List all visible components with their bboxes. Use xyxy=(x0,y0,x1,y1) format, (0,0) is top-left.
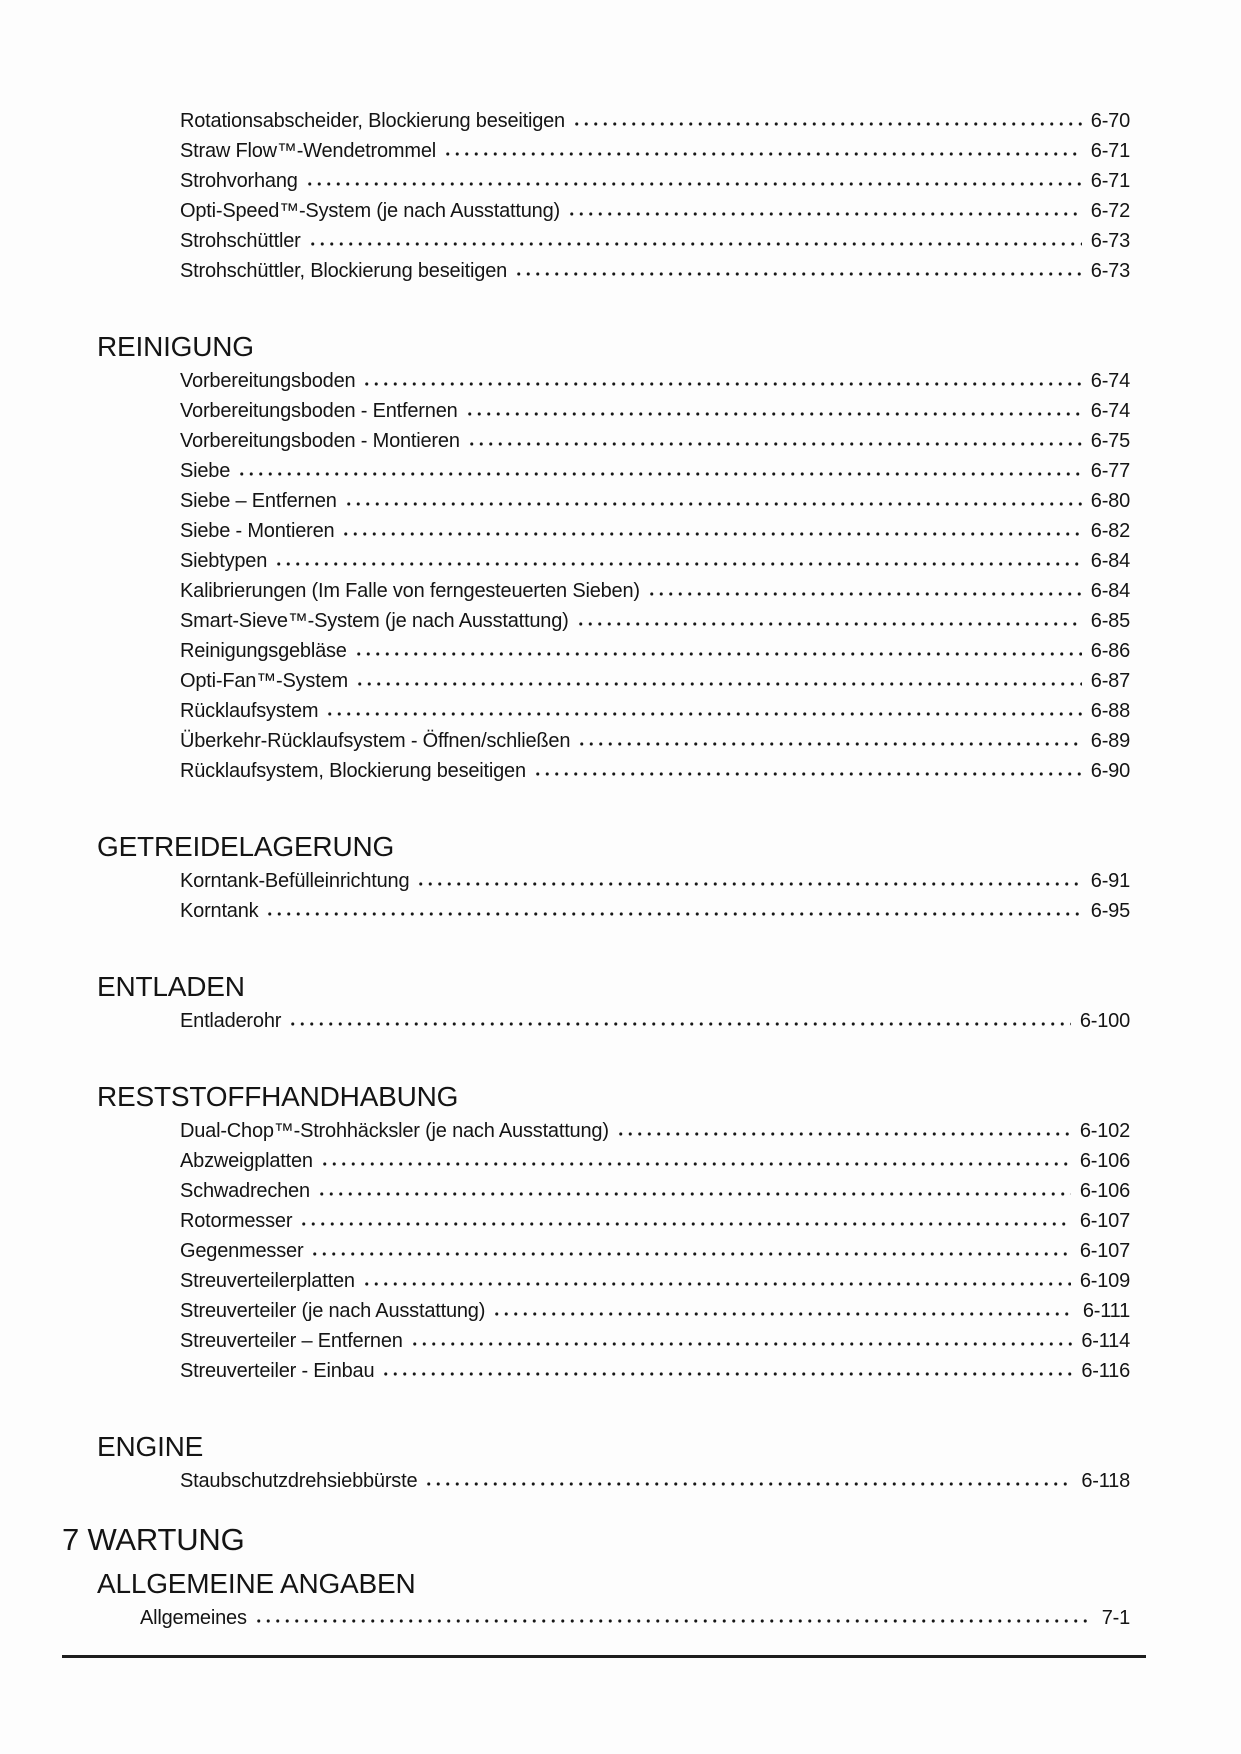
toc-entry-title: Straw Flow™-Wendetrommel xyxy=(180,140,437,162)
toc-entry-page: 6-72 xyxy=(1090,200,1130,222)
toc-entry-page: 6-86 xyxy=(1090,640,1130,662)
toc-entry-page: 6-70 xyxy=(1090,110,1130,132)
toc-entry-title: Opti-Fan™-System xyxy=(180,670,348,692)
toc-entry xyxy=(180,896,1130,926)
section-heading: ALLGEMEINE ANGABEN xyxy=(97,1568,416,1599)
toc-entry xyxy=(180,756,1130,786)
toc-entry xyxy=(180,636,1130,666)
toc-entry-page: 6-71 xyxy=(1090,170,1130,192)
dot-leader xyxy=(265,896,1081,926)
toc-entry-title: Strohschüttler xyxy=(180,230,301,252)
toc-entry-page: 6-77 xyxy=(1090,460,1130,482)
toc-entry xyxy=(180,196,1130,226)
footer-divider xyxy=(62,1655,1146,1658)
toc-entry xyxy=(180,1206,1130,1236)
toc-entry xyxy=(180,106,1130,136)
toc-entry-title: Rücklaufsystem xyxy=(180,700,319,722)
toc-entry-page: 6-87 xyxy=(1090,670,1130,692)
toc-entry-page: 6-106 xyxy=(1079,1180,1130,1202)
section-heading: ENGINE xyxy=(97,1431,204,1462)
toc-entry-page: 6-111 xyxy=(1082,1300,1130,1322)
dot-leader xyxy=(576,606,1082,636)
dot-leader xyxy=(647,576,1082,606)
dot-leader xyxy=(288,1006,1071,1036)
toc-entry xyxy=(180,226,1130,256)
toc-entry xyxy=(180,1466,1130,1496)
dot-leader xyxy=(354,636,1082,666)
section-heading: GETREIDELAGERUNG xyxy=(97,831,395,862)
dot-leader xyxy=(577,726,1081,756)
dot-leader xyxy=(424,1466,1072,1496)
toc-entry-title: Schwadrechen xyxy=(180,1180,310,1202)
toc-entry-title: Entladerohr xyxy=(180,1010,282,1032)
dot-leader xyxy=(465,396,1082,426)
section-heading: RESTSTOFFHANDHABUNG xyxy=(97,1081,459,1112)
toc-entry xyxy=(180,576,1130,606)
toc-entry xyxy=(180,696,1130,726)
toc-entry-title: Vorbereitungsboden - Montieren xyxy=(180,430,460,452)
toc-entry-title: Korntank xyxy=(180,900,259,922)
dot-leader xyxy=(381,1356,1072,1386)
toc-entry-page: 6-84 xyxy=(1090,550,1130,572)
toc-entry-page: 6-75 xyxy=(1090,430,1130,452)
toc-entry xyxy=(180,1146,1130,1176)
toc-entry-title: Rücklaufsystem, Blockierung beseitigen xyxy=(180,760,526,782)
toc-entry xyxy=(180,1356,1130,1386)
toc-entry-page: 6-82 xyxy=(1090,520,1130,542)
dot-leader xyxy=(567,196,1082,226)
toc-entry-page: 6-116 xyxy=(1081,1360,1130,1382)
toc-entry-page: 6-106 xyxy=(1079,1150,1130,1172)
toc-entry-page: 6-95 xyxy=(1090,900,1130,922)
toc-entry-title: Vorbereitungsboden xyxy=(180,370,356,392)
toc-entry-page: 6-88 xyxy=(1090,700,1130,722)
section-heading: ENTLADEN xyxy=(97,971,245,1002)
dot-leader xyxy=(308,226,1082,256)
dot-leader xyxy=(355,666,1082,696)
toc-entry-title: Vorbereitungsboden - Entfernen xyxy=(180,400,458,422)
dot-leader xyxy=(341,516,1081,546)
toc-entry-page: 6-80 xyxy=(1090,490,1130,512)
toc-entry-title: Reinigungsgebläse xyxy=(180,640,347,662)
chapter-heading: 7 WARTUNG xyxy=(62,1522,245,1557)
dot-leader xyxy=(320,1146,1071,1176)
toc-entry xyxy=(180,456,1130,486)
toc-entry-title: Siebtypen xyxy=(180,550,268,572)
toc-entry xyxy=(180,256,1130,286)
toc-entry xyxy=(180,726,1130,756)
toc-entry-page: 6-74 xyxy=(1090,370,1130,392)
toc-entry xyxy=(180,486,1130,516)
toc-entry-title: Kalibrierungen (Im Falle von ferngesteuerten Sieben) xyxy=(180,580,640,602)
toc-entry-page: 6-118 xyxy=(1081,1470,1130,1492)
dot-leader xyxy=(299,1206,1071,1236)
dot-leader xyxy=(514,256,1082,286)
dot-leader xyxy=(572,106,1082,136)
toc-entry-page: 6-100 xyxy=(1079,1010,1130,1032)
toc-entry-title: Streuverteiler (je nach Ausstattung) xyxy=(180,1300,486,1322)
dot-leader xyxy=(492,1296,1074,1326)
dot-leader xyxy=(443,136,1082,166)
toc-entry xyxy=(180,1006,1130,1036)
dot-leader xyxy=(310,1236,1070,1266)
toc-entry xyxy=(180,546,1130,576)
dot-leader xyxy=(533,756,1082,786)
toc-entry xyxy=(180,426,1130,456)
toc-entry-title: Abzweigplatten xyxy=(180,1150,313,1172)
toc-entry-page: 6-89 xyxy=(1090,730,1130,752)
toc-entry-page: 6-102 xyxy=(1079,1120,1130,1142)
dot-leader xyxy=(616,1116,1071,1146)
section-heading: REINIGUNG xyxy=(97,331,254,362)
toc-entry-title: Strohvorhang xyxy=(180,170,298,192)
toc-entry xyxy=(180,1236,1130,1266)
toc-entry-page: 6-73 xyxy=(1090,230,1130,252)
dot-leader xyxy=(237,456,1082,486)
dot-leader xyxy=(254,1603,1093,1633)
toc-entry xyxy=(180,166,1130,196)
toc-entry-title: Dual-Chop™-Strohhäcksler (je nach Ausstattung) xyxy=(180,1120,609,1142)
toc-entry-title: Staubschutzdrehsiebbürste xyxy=(180,1470,418,1492)
toc-entry xyxy=(180,1116,1130,1146)
toc-entry xyxy=(180,1266,1130,1296)
toc-entry-title: Opti-Speed™-System (je nach Ausstattung) xyxy=(180,200,560,222)
toc-entry-title: Rotationsabscheider, Blockierung beseitigen xyxy=(180,110,565,132)
dot-leader xyxy=(467,426,1082,456)
toc-entry-page: 6-107 xyxy=(1079,1210,1130,1232)
toc-entry-page: 6-73 xyxy=(1090,260,1130,282)
dot-leader xyxy=(274,546,1082,576)
toc-entry xyxy=(180,866,1130,896)
toc-entry-page: 6-84 xyxy=(1090,580,1130,602)
dot-leader xyxy=(325,696,1081,726)
toc-entry-title: Korntank-Befülleinrichtung xyxy=(180,870,410,892)
dot-leader xyxy=(344,486,1082,516)
toc-entry-title: Streuverteilerplatten xyxy=(180,1270,355,1292)
toc-entry xyxy=(180,666,1130,696)
toc-entry-title: Gegenmesser xyxy=(180,1240,304,1262)
dot-leader xyxy=(305,166,1082,196)
toc-entry xyxy=(180,1176,1130,1206)
toc-entry-title: Streuverteiler - Einbau xyxy=(180,1360,375,1382)
toc-entry xyxy=(180,396,1130,426)
toc-entry-page: 6-107 xyxy=(1079,1240,1130,1262)
toc-entry-page: 6-91 xyxy=(1090,870,1130,892)
toc-entry-page: 6-71 xyxy=(1090,140,1130,162)
toc-entry-title: Überkehr-Rücklaufsystem - Öffnen/schließen xyxy=(180,730,571,752)
toc-entry xyxy=(180,516,1130,546)
toc-entry-page: 6-74 xyxy=(1090,400,1130,422)
toc-entry-title: Smart-Sieve™-System (je nach Ausstattung) xyxy=(180,610,569,632)
toc-entry-title: Siebe - Montieren xyxy=(180,520,335,542)
toc-entry-page: 6-109 xyxy=(1079,1270,1130,1292)
dot-leader xyxy=(410,1326,1073,1356)
toc-entry xyxy=(180,1326,1130,1356)
toc-entry xyxy=(180,1296,1130,1326)
toc-entry-title: Streuverteiler – Entfernen xyxy=(180,1330,403,1352)
toc-entry xyxy=(180,606,1130,636)
dot-leader xyxy=(362,1266,1071,1296)
dot-leader xyxy=(317,1176,1071,1206)
toc-entry-page: 7-1 xyxy=(1101,1607,1130,1629)
toc-entry-title: Siebe xyxy=(180,460,231,482)
toc-entry-page: 6-114 xyxy=(1081,1330,1130,1352)
toc-entry-page: 6-90 xyxy=(1090,760,1130,782)
toc-entry-page: 6-85 xyxy=(1090,610,1130,632)
toc-entry xyxy=(180,136,1130,166)
toc-entry-title: Strohschüttler, Blockierung beseitigen xyxy=(180,260,508,282)
toc-entry xyxy=(180,366,1130,396)
toc-entry xyxy=(140,1603,1130,1633)
dot-leader xyxy=(416,866,1081,896)
toc-entry-title: Siebe – Entfernen xyxy=(180,490,337,512)
toc-entry-title: Rotormesser xyxy=(180,1210,293,1232)
toc-entry-title: Allgemeines xyxy=(140,1607,247,1629)
dot-leader xyxy=(362,366,1081,396)
